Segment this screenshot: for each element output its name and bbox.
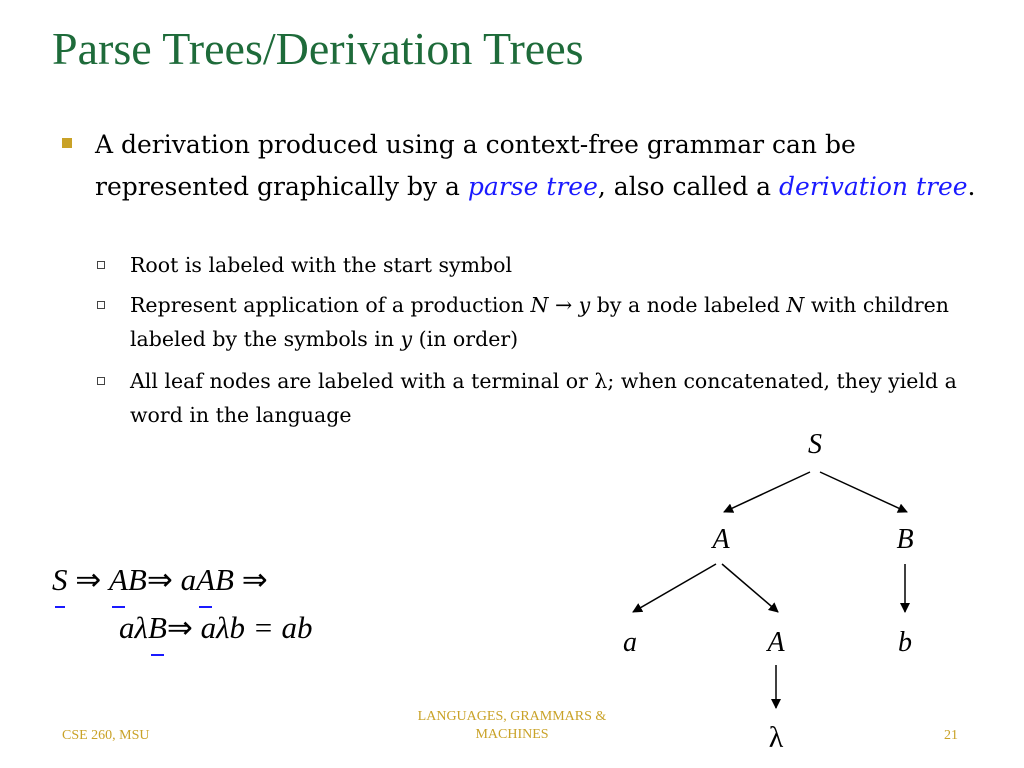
page-number: 21 bbox=[944, 728, 958, 743]
derivation-symbol: B bbox=[127, 562, 147, 597]
footer-title-line: MACHINES bbox=[475, 727, 549, 742]
derivation-symbol: A bbox=[196, 562, 216, 597]
derives-arrow: ⇒ bbox=[241, 562, 268, 597]
symbol-y: y bbox=[578, 293, 591, 317]
footer-course: CSE 260, MSU bbox=[62, 728, 150, 743]
bullet-text-part: , also called a bbox=[597, 172, 780, 201]
derivation-symbol: B bbox=[215, 562, 234, 597]
tree-leaf-lambda: λ bbox=[768, 721, 784, 754]
slide-title: Parse Trees/Derivation Trees bbox=[52, 23, 584, 74]
derivation-symbol: a bbox=[180, 562, 197, 597]
text-part: Represent application of a production bbox=[130, 293, 531, 317]
text-part: by a node labeled bbox=[590, 293, 787, 317]
derives-arrow: ⇒ bbox=[75, 562, 102, 597]
sub-bullet-text: Root is labeled with the start symbol bbox=[130, 253, 513, 277]
arrow-symbol: → bbox=[548, 293, 579, 317]
derives-arrow: ⇒ bbox=[146, 562, 173, 597]
tree-node-inner-A: A bbox=[767, 627, 785, 658]
derivation-symbol: A bbox=[108, 562, 128, 597]
derives-arrow: ⇒ bbox=[166, 610, 193, 645]
tree-edge bbox=[722, 564, 778, 612]
term-parse-tree: parse tree bbox=[467, 172, 598, 201]
derivation-symbol: aλ bbox=[119, 610, 148, 645]
symbol-N: N bbox=[786, 293, 805, 317]
tree-leaf-b: b bbox=[898, 627, 912, 658]
bullet-text-part: A derivation produced using a context-free grammar can be represented graphically by a bbox=[95, 130, 856, 201]
tree-node-root: S bbox=[808, 429, 822, 460]
text-part: with children labeled by the symbols in bbox=[130, 293, 949, 351]
term-derivation-tree: derivation tree bbox=[779, 172, 968, 201]
tree-edge bbox=[633, 564, 716, 612]
symbol-y: y bbox=[400, 327, 413, 351]
derivation-result: aλb = ab bbox=[200, 610, 313, 645]
symbol-N: N bbox=[530, 293, 549, 317]
tree-edge bbox=[820, 472, 907, 512]
footer-title-line: LANGUAGES, GRAMMARS & bbox=[417, 709, 607, 724]
tree-node-B: B bbox=[896, 524, 914, 555]
tree-leaf-a: a bbox=[623, 627, 637, 658]
bullet-text-part: . bbox=[967, 172, 976, 201]
tree-node-A: A bbox=[712, 524, 730, 555]
sub-bullet-text: All leaf nodes are labeled with a terminal or λ; when concatenated, they yield a word in the language bbox=[130, 369, 957, 427]
tree-edge bbox=[724, 472, 810, 512]
derivation-symbol: S bbox=[52, 562, 68, 597]
derivation-symbol: B bbox=[147, 610, 167, 645]
footer-title bbox=[392, 708, 632, 744]
text-part: (in order) bbox=[412, 327, 519, 351]
